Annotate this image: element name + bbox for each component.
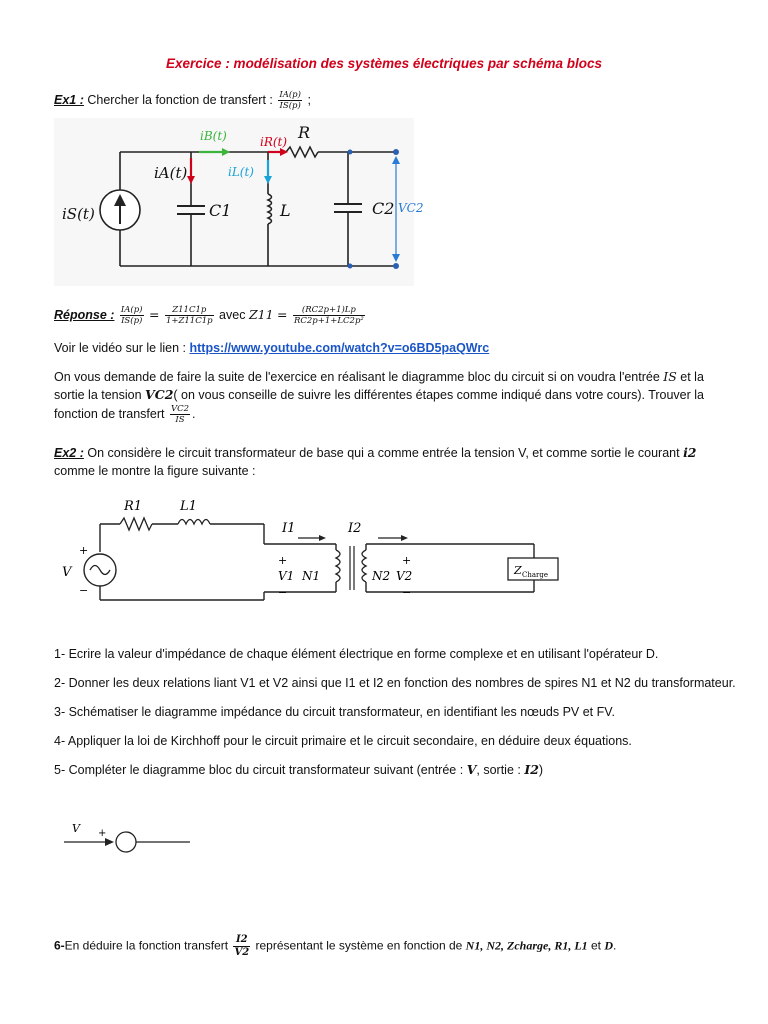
secondary-winding-n2-symbol [362, 550, 366, 582]
para-line-3: fonction de transfert [54, 406, 165, 421]
z-charge-label: Z [514, 564, 522, 577]
terminal-top-icon [393, 149, 399, 155]
q5-v-symbol: V [466, 762, 477, 777]
para-line-2a: sortie la tension [54, 388, 142, 402]
v1-plus: + [278, 554, 288, 567]
q6-fraction [233, 934, 250, 959]
ex1-tf-fraction [278, 90, 302, 111]
z11-symbol: Z11 [248, 306, 274, 322]
ex2-label: Ex2 : [54, 446, 84, 460]
rep-rhs-fraction [165, 305, 214, 326]
c2-label: C2 [372, 199, 395, 218]
v1-label: V1 [278, 569, 295, 583]
n2-label: N2 [372, 569, 391, 583]
ex1-label: Ex1 : [54, 92, 84, 107]
q5-text-b: , sortie : [476, 763, 521, 777]
rep-rhs-den: 1+Z11C1p [165, 316, 213, 326]
z-charge-subscript: Charge [522, 571, 549, 579]
ex2-i2-symbol: i2 [683, 445, 697, 460]
rep-lhs-fraction [120, 305, 144, 326]
vc2-label: VC2 [398, 201, 424, 215]
primary-winding-n1-symbol [336, 550, 340, 582]
vc2-is-fraction [170, 404, 190, 425]
block-v-label: V [72, 822, 80, 835]
ex2-intro [54, 444, 744, 480]
source-minus: − [79, 584, 89, 597]
ib-label: iB(t) [200, 129, 227, 143]
video-link[interactable]: https://www.youtube.com/watch?v=o6BD5paQWrc [189, 341, 490, 355]
input-arrow-icon [105, 838, 114, 846]
question-6 [54, 934, 616, 959]
ex1-circuit-diagram [54, 118, 424, 286]
tf-denominator: IS(p) [279, 101, 301, 111]
v2-plus: + [402, 554, 412, 567]
l-label: L [280, 201, 291, 220]
q6-number: 6- [54, 938, 65, 953]
q6-et: et [591, 938, 602, 953]
rep-rhs-num: Z11C1p [165, 305, 214, 316]
ex1-paragraph [54, 368, 734, 425]
il-label: iL(t) [228, 165, 254, 179]
terminal-bottom-icon [393, 263, 399, 269]
q6-vars: N1, N2, Zcharge, R1, L1 [465, 938, 588, 953]
video-line [54, 340, 489, 357]
ex2-intro-line-1: On considère le circuit transformateur de base qui a comme entrée la tension V, et comme sortie le courant [87, 446, 680, 460]
summing-junction-icon [116, 832, 136, 852]
is-label: iS(t) [62, 205, 95, 223]
page-title: Exercice : modélisation des systèmes électriques par schéma blocs [166, 56, 602, 71]
ex2-intro-line-2: comme le montre la figure suivante : [54, 464, 256, 478]
question-1: 1- Ecrire la valeur d'impédance de chaque élément électrique en forme complexe et en utilisant l'opérateur D. [54, 647, 659, 661]
inductor-l1-symbol [178, 520, 210, 525]
ex1-prompt-text: Chercher la fonction de transfert : [87, 92, 273, 107]
question-2: 2- Donner les deux relations liant V1 et V2 ainsi que I1 et I2 en fonction des nombres de spires N1 et N2 du transformateur. [54, 676, 736, 690]
z11-den: RC2p+1+LC2p² [293, 316, 364, 326]
question-3: 3- Schématiser le diagramme impédance du circuit transformateur, en identifiant les nœuds PV et FV. [54, 705, 615, 719]
z11-num: (RC2p+1)Lp [293, 305, 365, 316]
node-top-icon [348, 150, 353, 155]
para-line-1-end: et la [680, 370, 704, 384]
ex1-prompt [54, 90, 311, 111]
q6-end: . [613, 938, 617, 953]
v1-minus: − [278, 586, 288, 599]
q6-den: V2 [234, 947, 250, 958]
i2-label: I2 [348, 521, 362, 536]
video-text: Voir le vidéo sur le lien : [54, 341, 187, 355]
ia-label: iA(t) [154, 164, 188, 182]
reponse-label: Réponse : [54, 307, 115, 322]
q6-num: I2 [233, 934, 250, 947]
question-5 [54, 761, 543, 779]
block-plus-label: + [98, 828, 107, 839]
r1-label: R1 [124, 499, 143, 514]
v2-label: V2 [396, 569, 413, 583]
ir-label: iR(t) [260, 135, 288, 149]
z11-fraction [293, 305, 365, 326]
ex2-transformer-circuit [54, 494, 564, 610]
v2-minus: − [402, 586, 412, 599]
l1-label: L1 [180, 499, 197, 514]
vc2-is-num: VC2 [170, 404, 190, 414]
para-vc2-symbol: VC2 [145, 387, 174, 402]
para-line-2b: ( on vous conseille de suivre les différentes étapes comme indiqué dans votre cours). Trouver la [173, 388, 705, 402]
rep-lhs-num: IA(p) [120, 305, 143, 315]
para-line-1: On vous demande de faire la suite de l'exercice en réalisant le diagramme bloc du circuit si on voudra l'entrée [54, 370, 660, 384]
v-label: V [62, 565, 72, 580]
rep-lhs-den: IS(p) [121, 316, 143, 326]
q5-text-a: 5- Compléter le diagramme bloc du circuit transformateur suivant (entrée : [54, 763, 464, 777]
r-label: R [298, 123, 311, 142]
para-is-symbol: IS [663, 369, 677, 384]
question-4: 4- Appliquer la loi de Kirchhoff pour le circuit primaire et le circuit secondaire, en déduire deux équations. [54, 734, 632, 748]
q6-d-symbol: D [604, 938, 614, 953]
vc2-is-den: IS [175, 415, 185, 425]
para-line-3-end: . [192, 406, 196, 421]
source-plus: + [79, 544, 89, 557]
i1-label: I1 [282, 521, 296, 536]
q5-text-c: ) [538, 763, 544, 777]
q6-text-a: En déduire la fonction transfert [64, 938, 229, 953]
q6-text-b: représentant le système en fonction de [255, 938, 463, 953]
c1-label: C1 [209, 201, 232, 220]
q5-i2-symbol: I2 [524, 762, 539, 777]
node-bottom-icon [348, 264, 353, 269]
resistor-r1-symbol [120, 518, 152, 530]
tf-numerator: IA(p) [279, 90, 301, 100]
i1-arrow-head-icon [319, 535, 326, 541]
block-diagram-stub [60, 818, 200, 858]
tf-suffix: ; [307, 92, 311, 107]
n1-label: N1 [302, 569, 321, 583]
avec-text: avec [219, 307, 246, 322]
reponse-line: Réponse : $\frac{IA(p)}{IS(p)}$ = $\frac{Z11C1p}{1+Z11C1p}$ avec Z11 = $\frac{(RC2p+1)Lp}{\text{RC2p+1+LC2p²}}$ [54, 305, 364, 326]
i2-arrow-head-icon [401, 535, 408, 541]
